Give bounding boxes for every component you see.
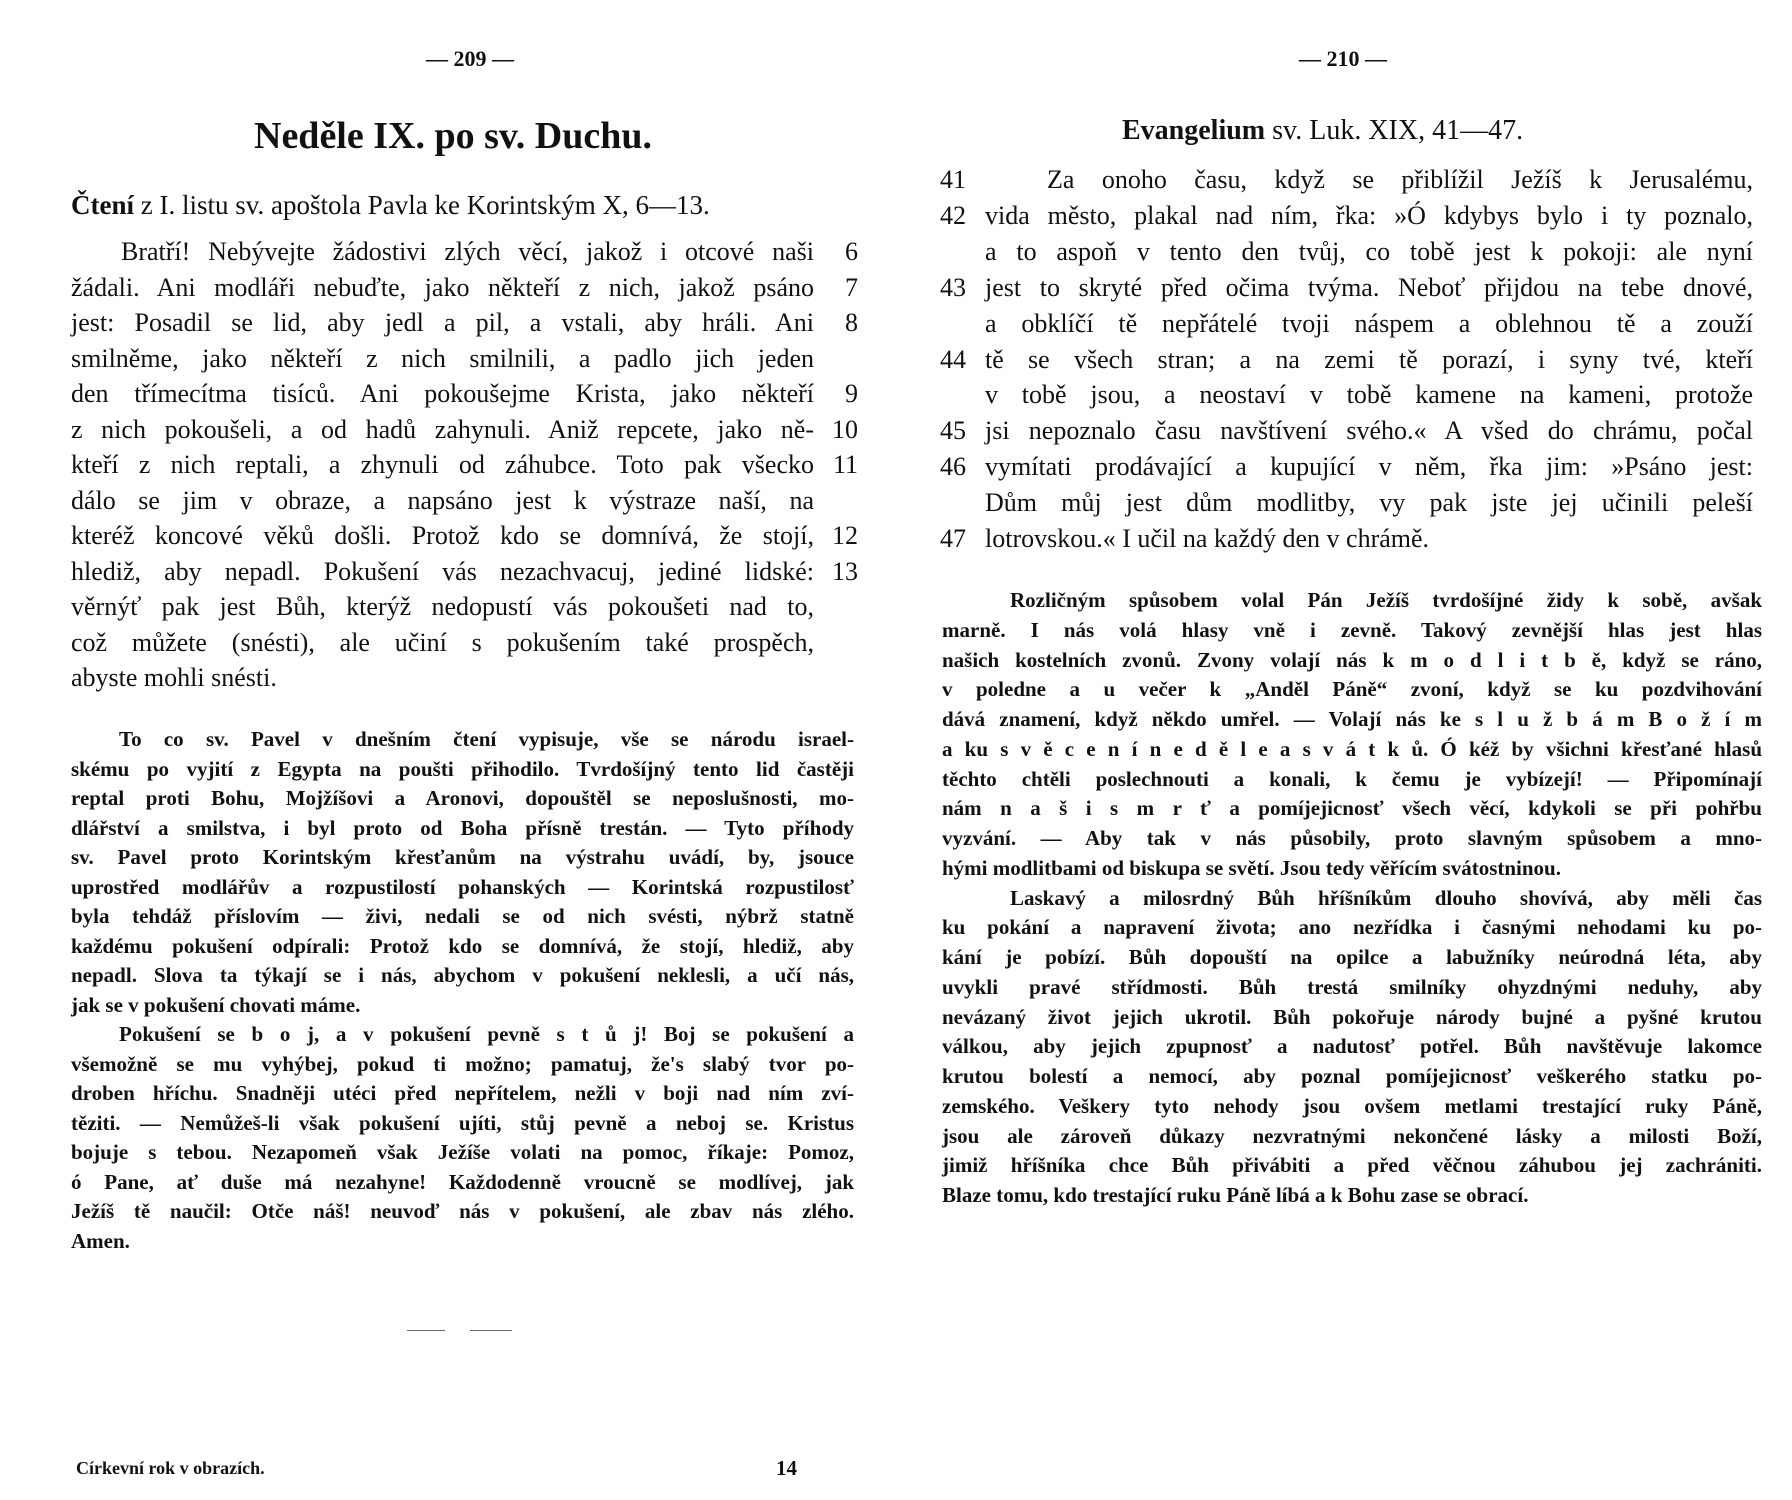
commentary-line: Ježíš tě naučil: Otče náš! neuvoď nás v pokušení, ale zbav nás zlého.: [71, 1199, 854, 1223]
page-title: Neděle IX. po sv. Duchu.: [254, 115, 652, 157]
commentary-line: ku pokání a napravení života; ano nezřídka i časnými nehodami ku po-: [942, 915, 1762, 940]
commentary-line: reptal proti Bohu, Mojžíšovi a Aronovi, dopouštěl se neposlušnosti, mo-: [71, 786, 854, 810]
verse-number: 9: [845, 379, 858, 408]
verse-number: 44: [940, 344, 966, 374]
verse-line: kteréž koncové věků došli. Protož kdo se domnívá, že stojí,: [71, 521, 814, 550]
reading-heading: [71, 190, 710, 221]
signature-mark: 14: [776, 1456, 797, 1480]
commentary-line: jak se v pokušení chovati máme.: [71, 992, 361, 1017]
verse-number: 11: [832, 450, 858, 479]
commentary-line: vyzvání. — Aby tak v nás působily, proto slavným spůsobem a mno-: [942, 826, 1762, 850]
gospel-heading: [1122, 115, 1523, 147]
verse-number: 41: [940, 165, 966, 194]
verse-number: 12: [832, 521, 858, 550]
verse-number: 42: [940, 200, 966, 230]
commentary-line: Rozličným spůsobem volal Pán Ježíš tvrdošíjné židy k sobě, avšak: [1010, 588, 1762, 612]
verse-number: 10: [832, 414, 858, 444]
commentary-line: nepadl. Slova ta týkají se i nás, abychom v pokušení neklesli, a učí nás,: [71, 963, 854, 987]
page-number: — 210 —: [1299, 46, 1387, 71]
verse-line: hlediž, aby nepadl. Pokušení vás nezachvacuj, jediné lidské:: [71, 556, 814, 586]
commentary-line: To co sv. Pavel v dnešním čtení vypisuje, vše se národu israel-: [119, 727, 854, 751]
verse-line: vymítati prodávající a kupující v něm, řka jim: »Psáno jest:: [985, 452, 1753, 482]
commentary-line: dává znamení, když někdo umřel. — Volají nás ke s l u ž b á m B o ž í m: [942, 707, 1762, 731]
commentary-line: všemožně se mu vyhýbej, pokud ti možno; pamatuj, že's slabý tvor po-: [71, 1051, 854, 1076]
commentary-line: válkou, aby jejich zpupnosť a nadutosť potřel. Bůh navštěvuje lakomce: [942, 1034, 1762, 1059]
verse-line: kteří z nich reptali, a zhynuli od záhubce. Toto pak všecko: [71, 450, 814, 479]
verse-line: v tobě jsou, a neostaví v tobě kamene na kameni, protože: [985, 380, 1753, 410]
commentary-line: těziti. — Nemůžeš-li však pokušení ujíti, stůj pevně a neboj se. Kristus: [71, 1110, 854, 1135]
verse-line: a obklíčí tě nepřátelé tvoji náspem a oblehnou tě a zouží: [985, 308, 1753, 338]
commentary-line: nám n a š i s m r ť a pomíjejicnosť všech věcí, kdykoli se při pohřbu: [942, 796, 1762, 821]
verse-number: 43: [940, 272, 966, 302]
verse-line: tě se všech stran; a na zemi tě porazí, i syny tvé, kteří: [985, 344, 1753, 374]
gospel-label: Evangelium: [1122, 115, 1266, 146]
commentary-line: Pokušení se b o j, a v pokušení pevně s t ů j! Boj se pokušení a: [119, 1022, 854, 1046]
commentary-line: Laskavý a milosrdný Bůh hříšníkům dlouho shovívá, aby měli čas: [1010, 885, 1762, 910]
commentary-line: hými modlitbami od biskupa se světí. Jsou tedy věřícím svátostninou.: [942, 855, 1561, 880]
commentary-line: v poledne a u večer k „Anděl Páně“ zvoní, když se ku pozdvihování: [942, 677, 1762, 702]
verse-line: a to aspoň v tento den tvůj, co tobě jest k pokoji: ale nyní: [985, 236, 1753, 266]
verse-line: den třímecítma tisíců. Ani pokoušejme Krista, jako někteří: [71, 379, 814, 408]
verse-number: 13: [832, 556, 858, 586]
verse-line: z nich pokoušeli, a od hadů zahynuli. Aniž repcete, jako ně-: [71, 414, 814, 444]
verse-line: Bratří! Nebývejte žádostivi zlých věcí, jakož i otcové naši: [121, 237, 814, 266]
commentary-line: těchto chtěli poslechnouti a konali, k čemu je vybízejí! — Připomínají: [942, 766, 1762, 791]
verse-line: vida město, plakal nad ním, řka: »Ó kdybys bylo i ty poznalo,: [985, 200, 1753, 230]
commentary-line: uprostřed modlářův a rozpustilostí pohanských — Korintská rozpustilosť: [71, 874, 854, 899]
reading-reference: z I. listu sv. apoštola Pavla ke Korintským X, 6—13.: [140, 190, 710, 220]
verse-line: což můžete (snésti), ale učiní s pokušením také prospěch,: [71, 627, 814, 657]
verse-number: 7: [845, 272, 858, 302]
verse-number: 46: [940, 452, 966, 482]
commentary-line: droben hříchu. Snadněji utéci před nepřítelem, nežli v boji nad ním zví-: [71, 1081, 854, 1105]
verse-line: smilněme, jako někteří z nich smilnili, a padlo jich jeden: [71, 343, 814, 373]
commentary-line: byla tehdáž příslovím — živi, nedali se od nich svésti, nýbrž statně: [71, 904, 854, 928]
verse-line: jest: Posadil se lid, aby jedl a pil, a vstali, aby hráli. Ani: [71, 308, 814, 337]
commentary-line: zemského. Veškery tyto nehody jsou ovšem metlami trestající ruky Páně,: [942, 1093, 1762, 1118]
commentary-line: kání je pobízí. Bůh dopouští na opilce a labužníky neúrodná léta, aby: [942, 945, 1762, 969]
reading-label: Čtení: [71, 190, 134, 220]
commentary-line: dlářství a smilstva, i byl proto od Boha přísně trestán. — Tyto příhody: [71, 815, 854, 840]
verse-number: 6: [845, 237, 858, 266]
commentary-line: a ku s v ě c e n í n e d ě l e a s v á t k ů. Ó kéž by všichni křesťané hlasů: [942, 736, 1762, 761]
footer-book-title: Církevní rok v obrazích.: [76, 1458, 265, 1478]
verse-line: Dům můj jest dům modlitby, vy pak jste jej učinili peleší: [985, 488, 1753, 518]
verse-number: 8: [845, 308, 858, 337]
verse-line: jsi nepoznalo času navštívení svého.« A všed do chrámu, počal: [985, 416, 1753, 446]
verse-line: žádali. Ani modláři nebuďte, jako někteří z nich, jakož psáno: [71, 272, 814, 302]
commentary-line: skému po vyjití z Egypta na poušti přihodilo. Tvrdošíjný tento lid častěji: [71, 756, 854, 781]
verse-line: jest to skryté před očima tvýma. Neboť přijdou na tebe dnové,: [985, 272, 1753, 302]
commentary-line: každému pokušení odpírali: Protož kdo se domnívá, že stojí, hlediž, aby: [71, 933, 854, 958]
commentary-line: našich kostelních zvonů. Zvony volají nás k m o d l i t b ě, když se ráno,: [942, 647, 1762, 672]
verse-line: Za onoho času, když se přiblížil Ježíš k Jerusalému,: [1047, 165, 1753, 194]
commentary-line: nevázaný život jejich ukrotil. Bůh pokořuje národy bujné a pyšné krutou: [942, 1004, 1762, 1029]
verse-number: 45: [940, 416, 966, 446]
separator-line: [470, 1330, 512, 1331]
gospel-reference: sv. Luk. XIX, 41—47.: [1272, 115, 1524, 146]
commentary-line: bojuje s tebou. Nezapomeň však Ježíše volati na pomoc, říkaje: Pomoz,: [71, 1140, 854, 1164]
verse-line: dálo se jim v obraze, a napsáno jest k výstraze naší, na: [71, 485, 814, 515]
separator-line: [407, 1330, 445, 1331]
verse-line: věrnýť pak jest Bůh, kterýž nedopustí vás pokoušeti nad to,: [71, 592, 814, 621]
commentary-line: krutou bolestí a nemocí, aby poznal pomíjejicnosť veškerého statku po-: [942, 1064, 1762, 1088]
commentary-line: ó Pane, ať duše má nezahyne! Každodenně vroucně se modlívej, jak: [71, 1169, 854, 1194]
page-number: — 209 —: [426, 46, 514, 71]
commentary-line: Blaze tomu, kdo trestající ruku Páně líbá a k Bohu zase se obrací.: [942, 1183, 1529, 1207]
commentary-line: jsou ale zároveň důkazy nezvratnými nekončené lásky a milosti Boží,: [942, 1123, 1762, 1148]
verse-line: lotrovskou.« I učil na každý den v chrámě.: [985, 524, 1430, 553]
commentary-line: jimiž hříšníka chce Bůh přivábiti a před věčnou záhubou jej zachrániti.: [942, 1153, 1762, 1178]
commentary-line: sv. Pavel proto Korintským křesťanům na výstrahu uvádí, by, jsouce: [71, 845, 854, 869]
verse-line: abyste mohli snésti.: [71, 663, 277, 692]
commentary-line: marně. I nás volá hlasy vně i zevně. Takový zevnější hlas jest hlas: [942, 617, 1762, 642]
commentary-line: uvykli pravé střídmosti. Bůh trestá smilníky ohyzdnými neduhy, aby: [942, 974, 1762, 999]
commentary-line: Amen.: [71, 1228, 130, 1253]
verse-number: 47: [940, 524, 966, 553]
